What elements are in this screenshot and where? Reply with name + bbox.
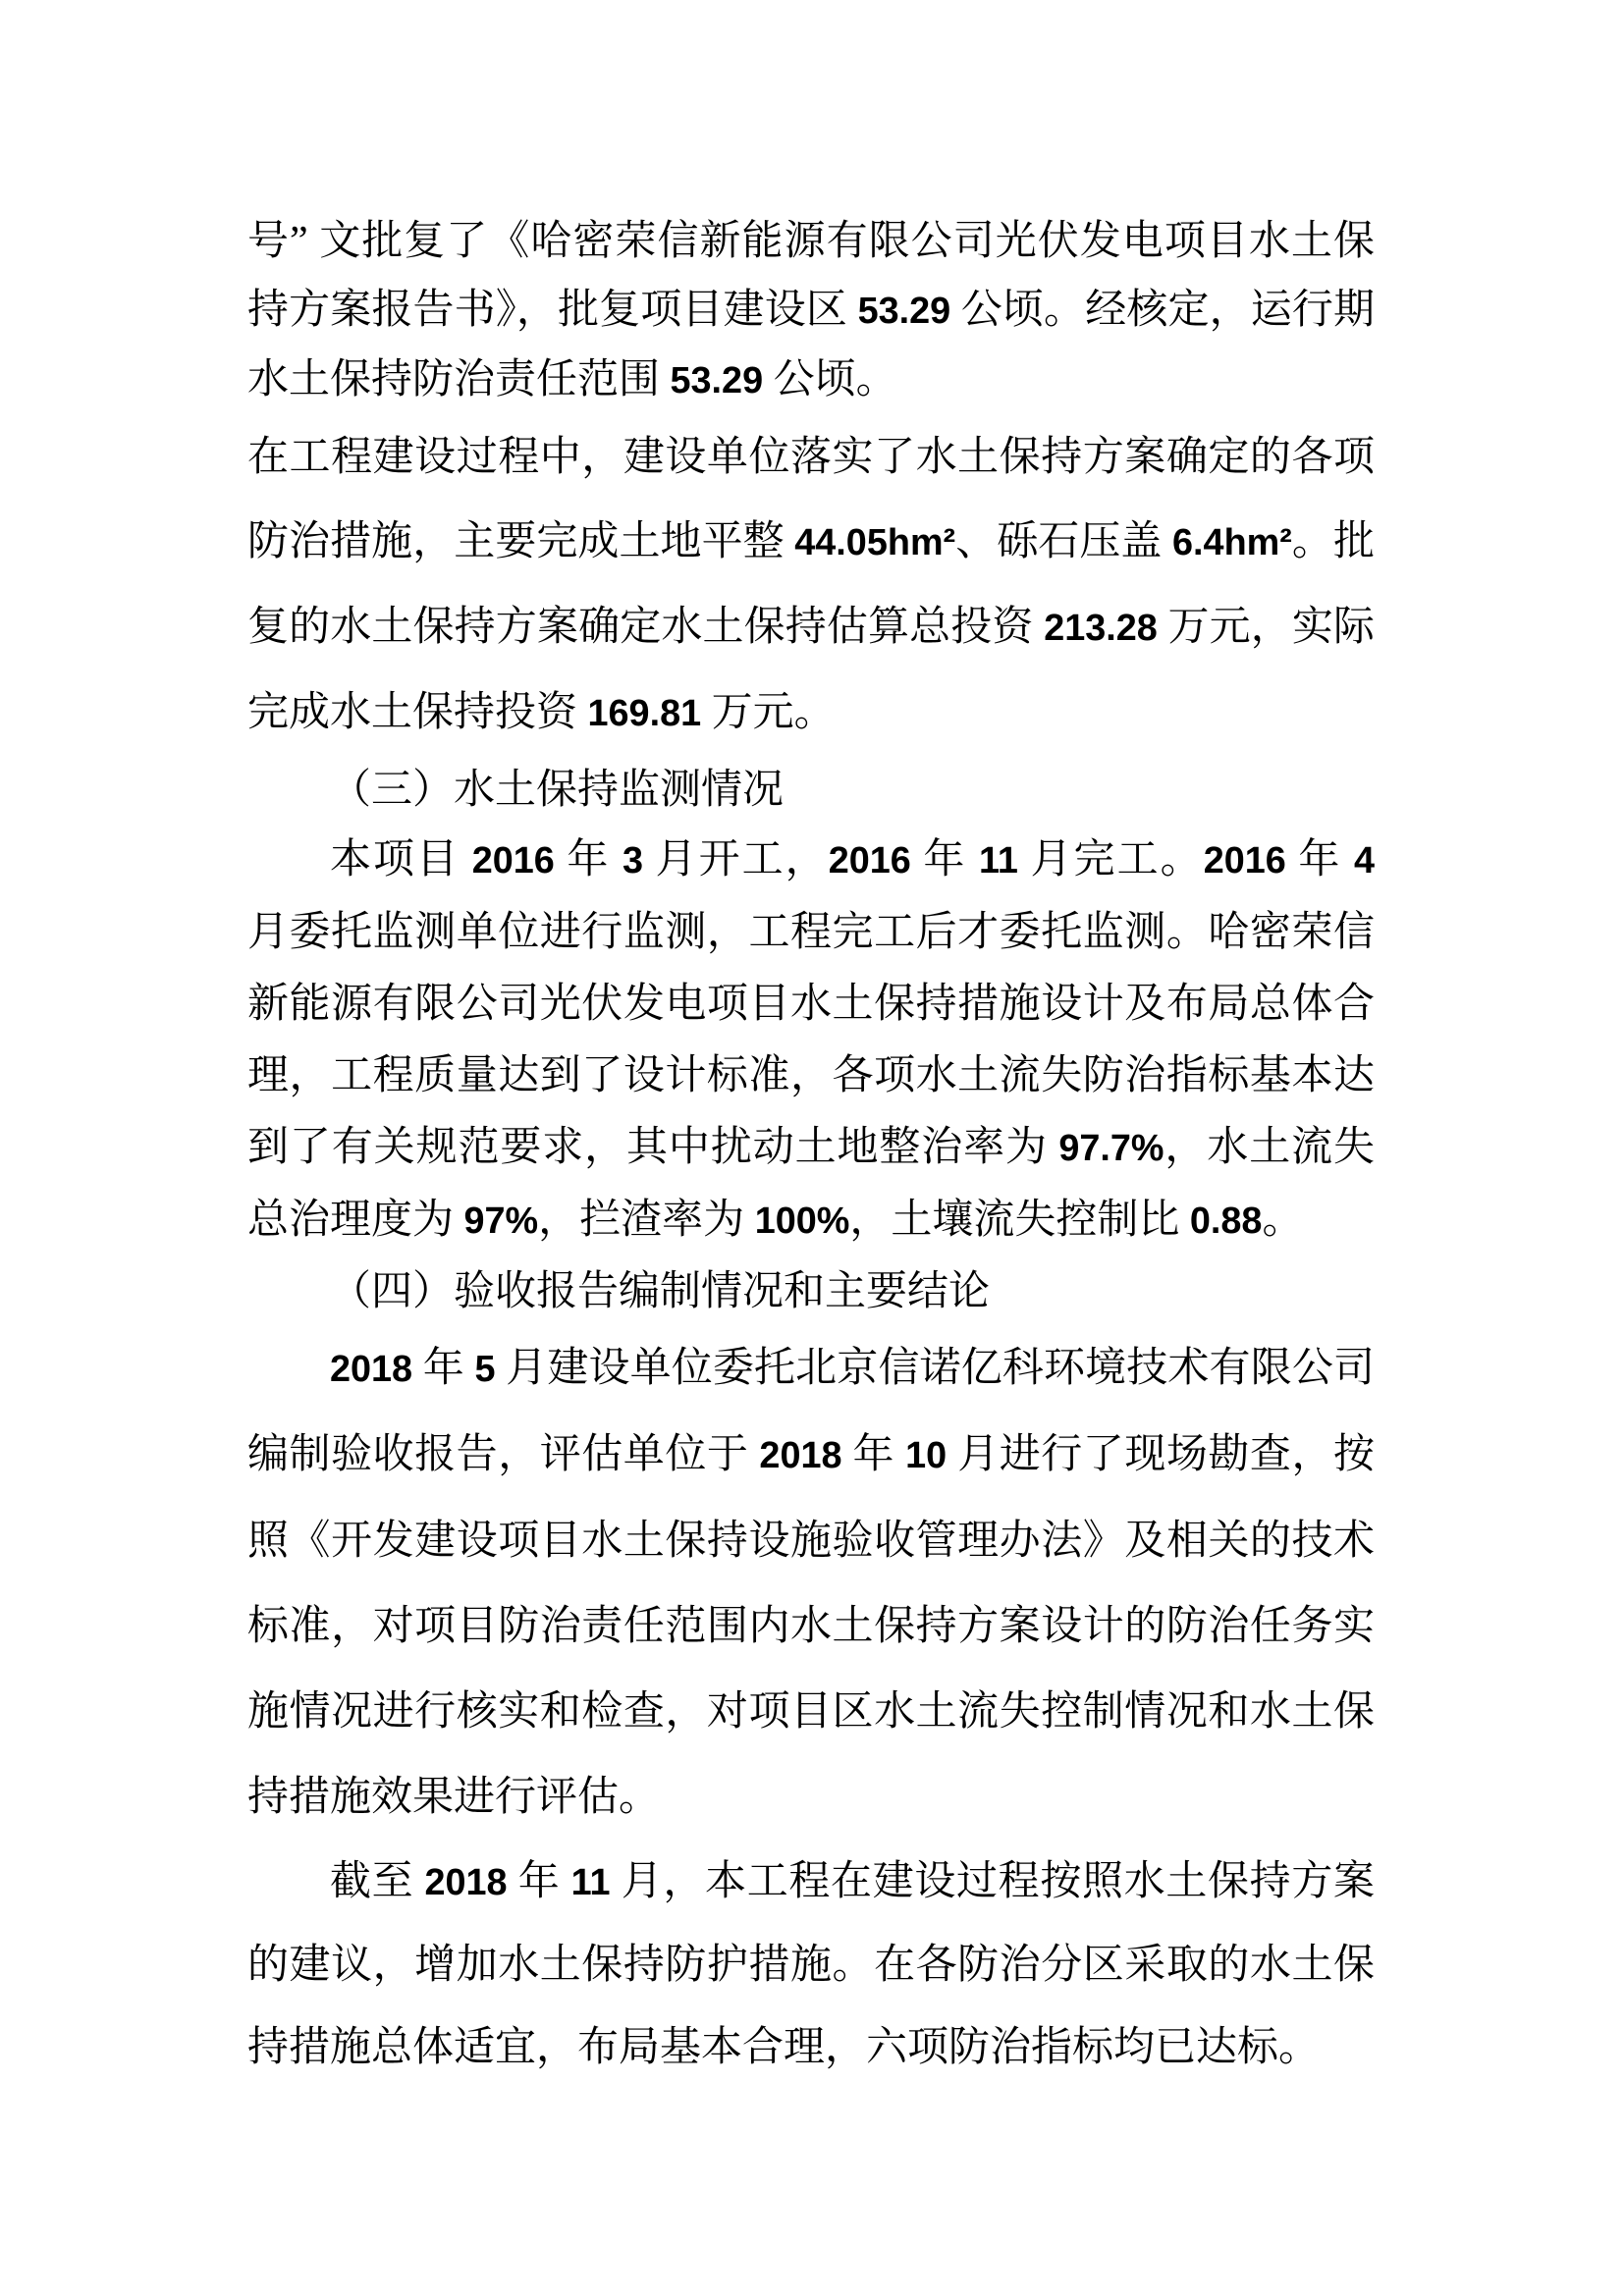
paragraph-acceptance-report: 2018 年 5 月建设单位委托北京信诺亿科环境技术有限公司编制验收报告，评估单位于 2018 年 10 月进行了现场勘查，按照《开发建设项目水土保持设施验收管理办法》及相关的技术标准，对项目防治责任范围内水土保持方案设计的防治任务实施情况进行核实和检查，对项目区水土流失控制情况和水土保持措施效果进行评估。 [247,1346,1375,1820]
paragraph-conclusion: 截至 2018 年 11 月，本工程在建设过程按照水土保持方案的建议，增加水土保持防护措施。在各防治分区采取的水土保持措施总体适宜，布局基本合理，六项防治指标均已达标。 [247,1859,1375,2070]
paragraph-approval-continuation: 号” 文批复了《哈密荣信新能源有限公司光伏发电项目水土保持方案报告书》，批复项目建设区 53.29 公顷。经核定，运行期水土保持防治责任范围 53.29 公顷。 [247,219,1375,402]
page-text-block [247,207,1375,2089]
paragraph-construction-measures: 在工程建设过程中，建设单位落实了水土保持方案确定的各项防治措施，主要完成土地平整 44.05hm²、砾石压盖 6.4hm²。批复的水土保持方案确定水土保持估算总投资 213.28 万元，实际完成水土保持投资 169.81 万元。 [247,435,1375,735]
heading-section-4-acceptance: （四）验收报告编制情况和主要结论 [330,1269,991,1314]
heading-section-3-monitoring: （三）水土保持监测情况 [330,768,785,813]
paragraph-monitoring-details: 本项目 2016 年 3 月开工，2016 年 11 月完工。2016 年 4 月委托监测单位进行监测，工程完工后才委托监测。哈密荣信新能源有限公司光伏发电项目水土保持措施设计及布局总体合理，工程质量达到了设计标准，各项水土流失防治指标基本达到了有关规范要求，其中扰动土地整治率为 97.7%，水土流失总治理度为 97%，拦渣率为 100%，土壤流失控制比 0.88。 [247,837,1375,1243]
